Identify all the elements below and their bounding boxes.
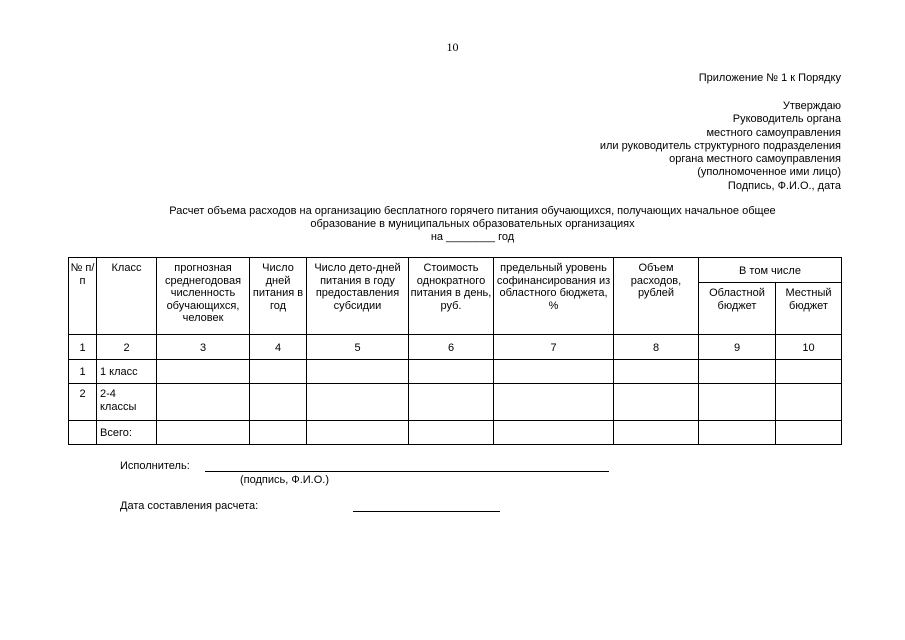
header-child-days: Число дето-дней питания в году предоставления субсидии bbox=[307, 258, 409, 335]
row-class: 1 класс bbox=[97, 360, 157, 384]
approval-block bbox=[600, 100, 841, 193]
cell-days bbox=[250, 360, 307, 384]
approval-line: (уполномоченное ими лицо) bbox=[697, 166, 841, 179]
column-number: 3 bbox=[157, 335, 250, 360]
cell-days bbox=[250, 421, 307, 445]
cell-level bbox=[494, 360, 614, 384]
header-days: Число дней питания в год bbox=[250, 258, 307, 335]
row-class: Всего: bbox=[97, 421, 157, 445]
executor-signature-line bbox=[205, 471, 609, 472]
header-class: Класс bbox=[97, 258, 157, 335]
cell-forecast bbox=[157, 384, 250, 421]
date-line bbox=[353, 511, 500, 512]
page-number: 10 bbox=[446, 40, 459, 54]
header-volume: Объем расходов, рублей bbox=[614, 258, 699, 335]
approval-line: местного самоуправления bbox=[706, 126, 841, 139]
title-line-2: образование в муниципальных образовательных организациях bbox=[310, 218, 635, 230]
cell-volume bbox=[614, 384, 699, 421]
header-level: предельный уровень софинансирования из областного бюджета, % bbox=[494, 258, 614, 335]
cell-cost bbox=[409, 421, 494, 445]
header-local: Местный бюджет bbox=[776, 283, 842, 335]
row-num: 2 bbox=[69, 384, 97, 421]
total-row bbox=[69, 421, 842, 445]
column-number-row bbox=[69, 335, 842, 360]
column-number: 4 bbox=[250, 335, 307, 360]
cell-local bbox=[776, 384, 842, 421]
cell-level bbox=[494, 421, 614, 445]
header-cost: Стоимость однократного питания в день, руб. bbox=[409, 258, 494, 335]
column-number: 1 bbox=[69, 335, 97, 360]
approval-line: органа местного самоуправления bbox=[669, 153, 841, 166]
cell-cost bbox=[409, 384, 494, 421]
approval-line: Руководитель органа bbox=[732, 113, 841, 126]
calculation-table bbox=[68, 257, 842, 445]
executor-hint: (подпись, Ф.И.О.) bbox=[240, 474, 330, 486]
column-number: 9 bbox=[699, 335, 776, 360]
cell-level bbox=[494, 384, 614, 421]
cell-local bbox=[776, 421, 842, 445]
title-line-1: Расчет объема расходов на организацию бесплатного горячего питания обучающихся, получающих начальное общее bbox=[169, 205, 776, 217]
cell-local bbox=[776, 360, 842, 384]
column-number: 7 bbox=[494, 335, 614, 360]
header-regional: Областной бюджет bbox=[699, 283, 776, 335]
row-class: 2-4 классы bbox=[97, 384, 157, 421]
approval-line: или руководитель структурного подразделения bbox=[599, 139, 841, 152]
column-number: 10 bbox=[776, 335, 842, 360]
document-title bbox=[90, 205, 855, 244]
table-row bbox=[69, 360, 842, 384]
cell-regional bbox=[699, 360, 776, 384]
header-including: В том числе bbox=[699, 258, 842, 283]
cell-regional bbox=[699, 384, 776, 421]
cell-days bbox=[250, 384, 307, 421]
column-number: 8 bbox=[614, 335, 699, 360]
approval-line: Утверждаю bbox=[782, 100, 841, 112]
cell-volume bbox=[614, 421, 699, 445]
column-number: 5 bbox=[307, 335, 409, 360]
cell-forecast bbox=[157, 360, 250, 384]
cell-volume bbox=[614, 360, 699, 384]
cell-child-days bbox=[307, 384, 409, 421]
row-num bbox=[69, 421, 97, 445]
header-forecast: прогнозная среднегодовая численность обучающихся, человек bbox=[157, 258, 250, 335]
column-number: 2 bbox=[97, 335, 157, 360]
cell-cost bbox=[409, 360, 494, 384]
row-num: 1 bbox=[69, 360, 97, 384]
cell-forecast bbox=[157, 421, 250, 445]
column-number: 6 bbox=[409, 335, 494, 360]
table-row bbox=[69, 384, 842, 421]
cell-regional bbox=[699, 421, 776, 445]
executor-label: Исполнитель: bbox=[120, 460, 190, 472]
cell-child-days bbox=[307, 421, 409, 445]
approval-line: Подпись, Ф.И.О., дата bbox=[727, 179, 841, 192]
title-line-3: на ________ год bbox=[430, 231, 515, 243]
date-label: Дата составления расчета: bbox=[120, 500, 259, 512]
cell-child-days bbox=[307, 360, 409, 384]
annex-label: Приложение № 1 к Порядку bbox=[698, 72, 841, 84]
header-num: № п/п bbox=[69, 258, 97, 335]
